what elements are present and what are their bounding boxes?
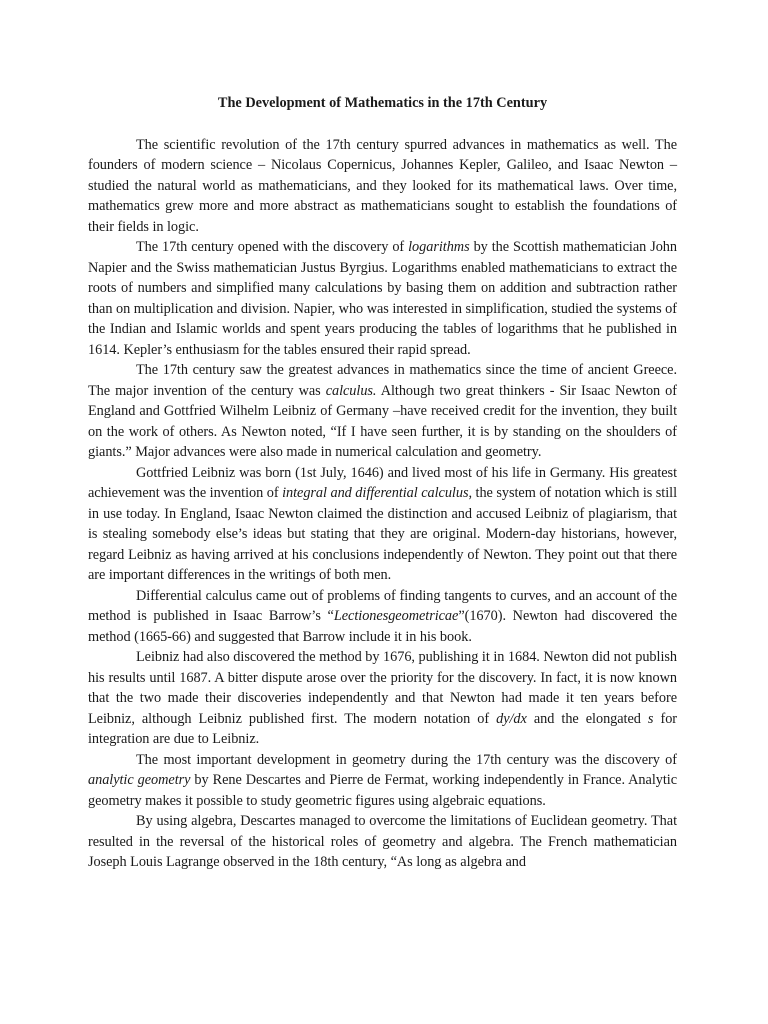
italic-term: integral and differential calculus bbox=[282, 485, 469, 501]
document-page bbox=[88, 93, 677, 873]
italic-term: Lectionesgeometricae bbox=[333, 608, 459, 624]
text-run: by Rene Descartes and Pierre de Fermat, working independently in France. Analytic geometry makes it possible to study geometric figures using algebraic equations. bbox=[88, 772, 677, 809]
text-run: The 17th century opened with the discovery of bbox=[136, 239, 409, 255]
text-run: Gottfried Leibniz was born (1st July, 1646) and lived most of his life in Germany. His greatest achievement was the invention of bbox=[88, 464, 677, 501]
document-title: The Development of Mathematics in the 17th Century bbox=[217, 95, 548, 111]
paragraph bbox=[88, 647, 677, 750]
paragraph bbox=[88, 463, 677, 586]
italic-term: calculus. bbox=[325, 382, 377, 399]
text-run: Leibniz had also discovered the method by 1676, publishing it in 1684. Newton did not publish his results until 1687. A bitter dispute arose over the priority for the discovery. In fact, it is now known that the two made their discoveries independently and that Newton had made it ten years before Leibniz, although Leibniz published first. The modern notation of bbox=[88, 649, 677, 727]
text-run: , the system of notation which is still in use today. In England, Isaac Newton claimed the distinction and accused Leibniz of plagiarism, that is stealing somebody else’s ideas but stating that they are original. Modern-day historians, however, regard Leibniz as having arrived at his conclusions independently of Newton. They point out that there are important differences in the writings of both men. bbox=[88, 485, 677, 583]
paragraph bbox=[88, 586, 677, 648]
paragraph bbox=[88, 237, 677, 360]
text-run: Differential calculus came out of problems of finding tangents to curves, and an account of the method is published in Isaac Barrow’s “ bbox=[88, 587, 677, 624]
text-run: by the Scottish mathematician John Napier and the Swiss mathematician Justus Byrgius. Logarithms enabled mathematicians to extract the roots of numbers and simplified many calculations by basing them on addition and subtraction rather than on multiplication and division. Napier, who was interested in simplification, studied the systems of the Indian and Islamic worlds and spent years producing the tables of logarithms that he published in 1614. Kepler’s enthusiasm for the tables ensured their rapid spread. bbox=[88, 239, 677, 358]
paragraph bbox=[88, 750, 677, 812]
italic-term: logarithms bbox=[408, 239, 470, 255]
text-run: and the elongated bbox=[526, 710, 648, 727]
paragraph bbox=[88, 811, 677, 873]
text-run: The most important development in geometry during the 17th century was the discovery of bbox=[136, 751, 677, 768]
italic-term: dy/dx bbox=[496, 710, 527, 727]
paragraph bbox=[88, 135, 677, 238]
text-run: The scientific revolution of the 17th century spurred advances in mathematics as well. The founders of modern science – Nicolaus Copernicus, Johannes Kepler, Galileo, and Isaac Newton – studied the natural world as mathematicians, and they looked for its mathematical laws. Over time, mathematics grew more and more abstract as mathematicians sought to establish the foundations of their fields in logic. bbox=[88, 136, 677, 235]
paragraph bbox=[88, 360, 677, 463]
text-run: The 17th century saw the greatest advances in mathematics since the time of ancient Greece. The major invention of the century was bbox=[88, 362, 677, 399]
text-run: ”(1670). Newton had discovered the method (1665-66) and suggested that Barrow include it in his book. bbox=[88, 608, 677, 645]
text-run: Although two great thinkers - Sir Isaac Newton of England and Gottfried Wilhelm Leibniz of Germany –have received credit for the invention, they built on the work of others. As Newton noted, “If I have seen further, it is by standing on the shoulders of giants.” Major advances were also made in numerical calculation and geometry. bbox=[88, 382, 677, 460]
italic-term: analytic geometry bbox=[88, 772, 191, 788]
text-run: for integration are due to Leibniz. bbox=[88, 710, 678, 747]
italic-term: s bbox=[647, 710, 654, 727]
document-body bbox=[88, 135, 677, 873]
text-run: By using algebra, Descartes managed to overcome the limitations of Euclidean geometry. That resulted in the reversal of the historical roles of geometry and algebra. The French mathematician Joseph Louis Lagrange observed in the 18th century, “As long as algebra and bbox=[88, 813, 677, 870]
